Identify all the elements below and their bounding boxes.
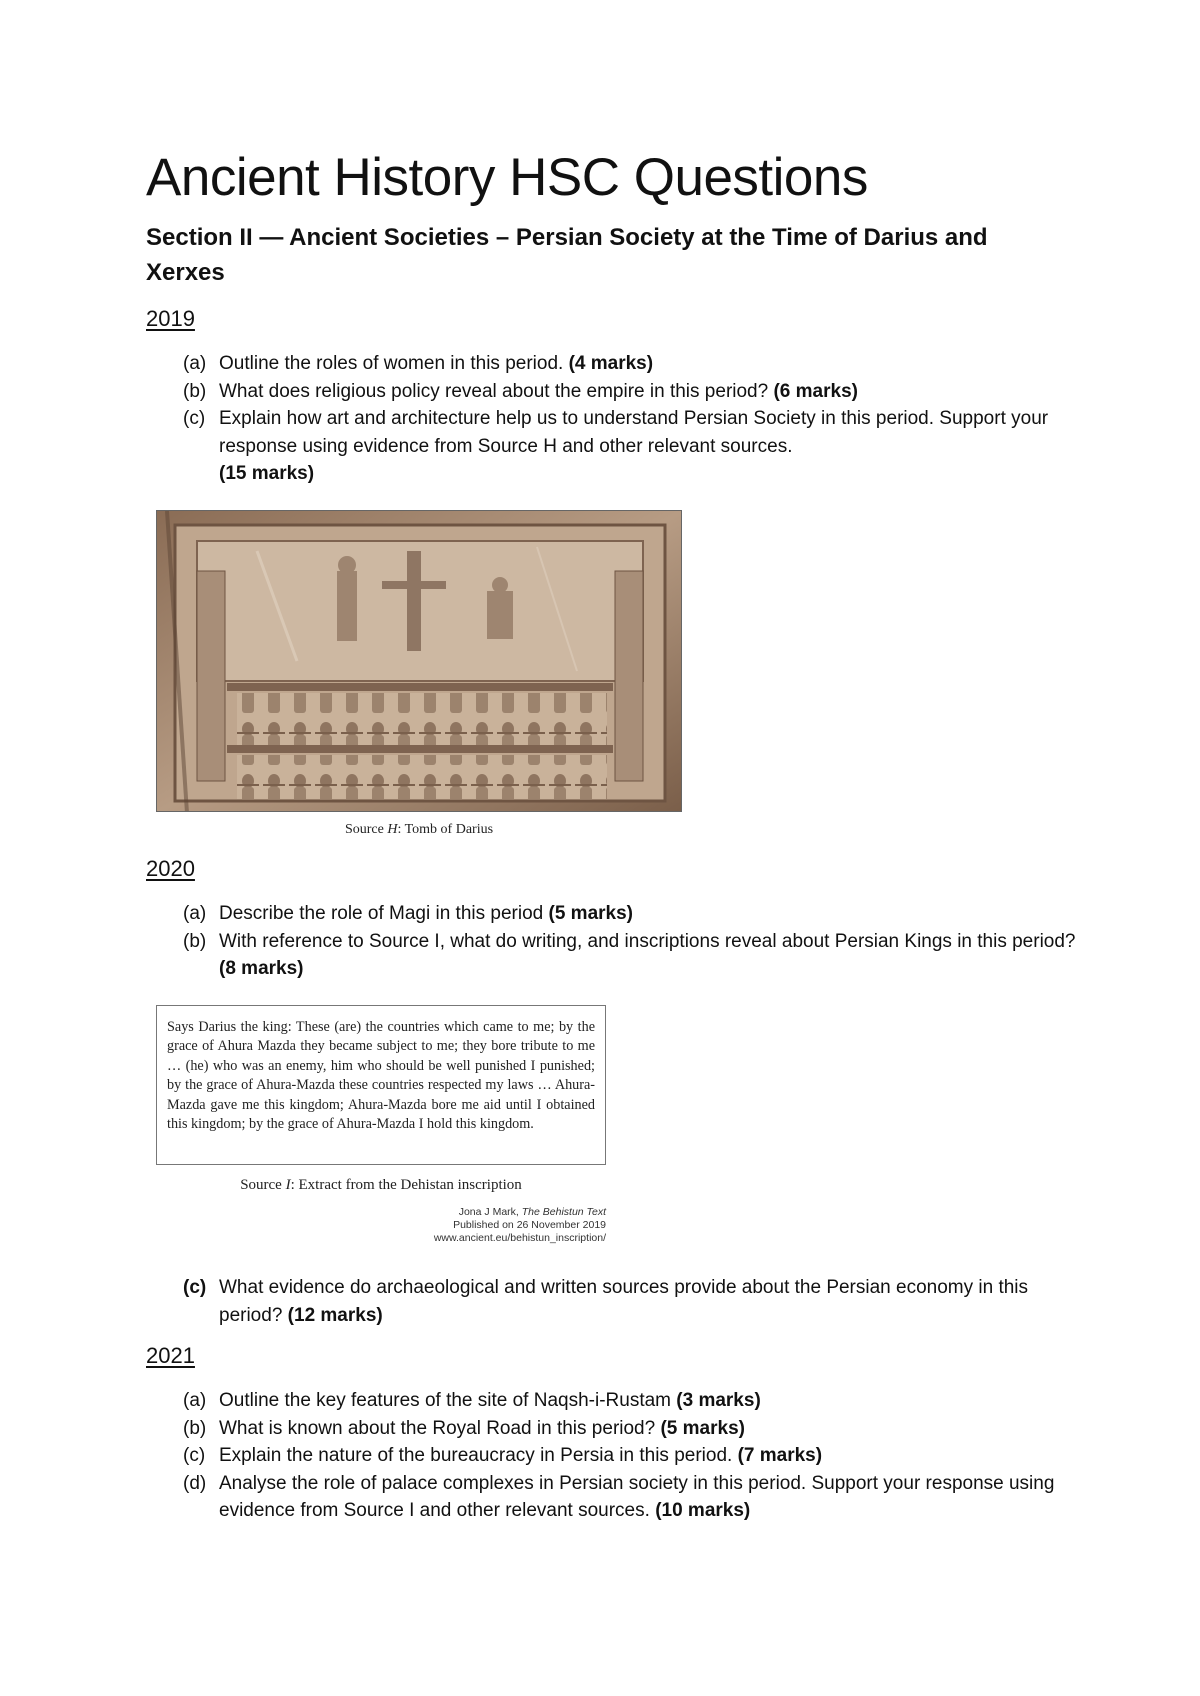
credit-author: Jona J Mark,	[458, 1206, 522, 1218]
question-letter: (c)	[183, 1277, 207, 1298]
source-i-caption: Source I: Extract from the Dehistan inscription	[240, 1177, 522, 1193]
question-item	[183, 378, 1083, 406]
question-letter: (a)	[183, 1390, 207, 1411]
question-list-2020-c	[183, 1274, 1083, 1329]
question-marks: (8 marks)	[219, 958, 304, 979]
question-item	[183, 900, 1083, 928]
question-marks: (12 marks)	[287, 1304, 383, 1326]
question-item	[183, 1387, 1083, 1415]
question-marks: (5 marks)	[548, 903, 633, 924]
question-item	[183, 1470, 1083, 1525]
question-letter: (c)	[183, 1445, 206, 1466]
question-letter: (d)	[183, 1472, 207, 1494]
question-marks: (15 marks)	[219, 463, 315, 484]
question-text: With reference to Source I, what do writing, and inscriptions reveal about Persian Kings in this period?	[219, 930, 1076, 952]
question-marks: (6 marks)	[773, 380, 858, 402]
source-i-credit	[300, 1206, 606, 1245]
year-heading-2021: 2021	[146, 1343, 195, 1368]
question-item	[183, 1415, 1083, 1443]
question-text: What evidence do archaeological and written sources provide about the Persian economy in this period?	[219, 1277, 1029, 1326]
year-heading-2020: 2020	[146, 856, 195, 881]
question-marks: (4 marks)	[568, 353, 654, 374]
question-text: Outline the key features of the site of Naqsh-i-Rustam	[219, 1390, 671, 1411]
question-letter: (a)	[183, 353, 207, 374]
tomb-relief-illustration	[157, 511, 682, 812]
source-h-photo	[156, 510, 682, 812]
question-text: Analyse the role of palace complexes in Persian society in this period. Support your response using evidence from Source I and other relevant sources.	[219, 1472, 1055, 1521]
page-title: Ancient History HSC Questions	[146, 148, 868, 207]
question-letter: (b)	[183, 930, 207, 952]
source-i-quote: Says Darius the king: These (are) the countries which came to me; by the grace of Ahura Mazda they became subject to me; they bore tribute to me … (he) who was an enemy, him who should be well punished I punished; by the grace of Ahura-Mazda these countries respected my laws … Ahura-Mazda gave me this kingdom; Ahura-Mazda bore me aid until I obtained this kingdom; by the grace of Ahura-Mazda I hold this kingdom.	[156, 1005, 606, 1165]
year-heading-2019: 2019	[146, 306, 195, 331]
question-text: What is known about the Royal Road in this period?	[219, 1417, 656, 1439]
question-letter: (b)	[183, 1417, 207, 1439]
question-item	[183, 1274, 1083, 1329]
question-item	[183, 405, 1083, 488]
question-letter: (a)	[183, 903, 207, 924]
credit-title: The Behistun Text	[521, 1206, 606, 1218]
question-text: Explain the nature of the bureaucracy in Persia in this period.	[219, 1445, 733, 1466]
question-list-2020	[183, 900, 1083, 983]
question-text: Outline the roles of women in this period.	[219, 353, 564, 374]
question-item	[183, 350, 1083, 378]
section-subtitle: Section II — Ancient Societies – Persian Society at the Time of Darius and Xerxes	[146, 224, 988, 286]
credit-url: www.ancient.eu/behistun_inscription/	[433, 1232, 606, 1244]
question-list-2019	[183, 350, 1083, 488]
question-text: Explain how art and architecture help us to understand Persian Society in this period. Support your response using evidence from Source H and other relevant sources.	[219, 408, 1049, 457]
question-marks: (10 marks)	[655, 1500, 751, 1521]
credit-published: Published on 26 November 2019	[453, 1219, 606, 1231]
question-marks: (5 marks)	[660, 1417, 745, 1439]
question-text: What does religious policy reveal about the empire in this period?	[219, 380, 769, 402]
question-letter: (c)	[183, 408, 206, 429]
question-text: Describe the role of Magi in this period	[219, 903, 544, 924]
question-marks: (3 marks)	[676, 1390, 761, 1411]
question-marks: (7 marks)	[737, 1445, 823, 1466]
question-item	[183, 928, 1083, 983]
question-item	[183, 1442, 1083, 1470]
question-letter: (b)	[183, 380, 207, 402]
question-list-2021	[183, 1387, 1083, 1525]
source-h-caption: Source H: Tomb of Darius	[344, 822, 494, 837]
